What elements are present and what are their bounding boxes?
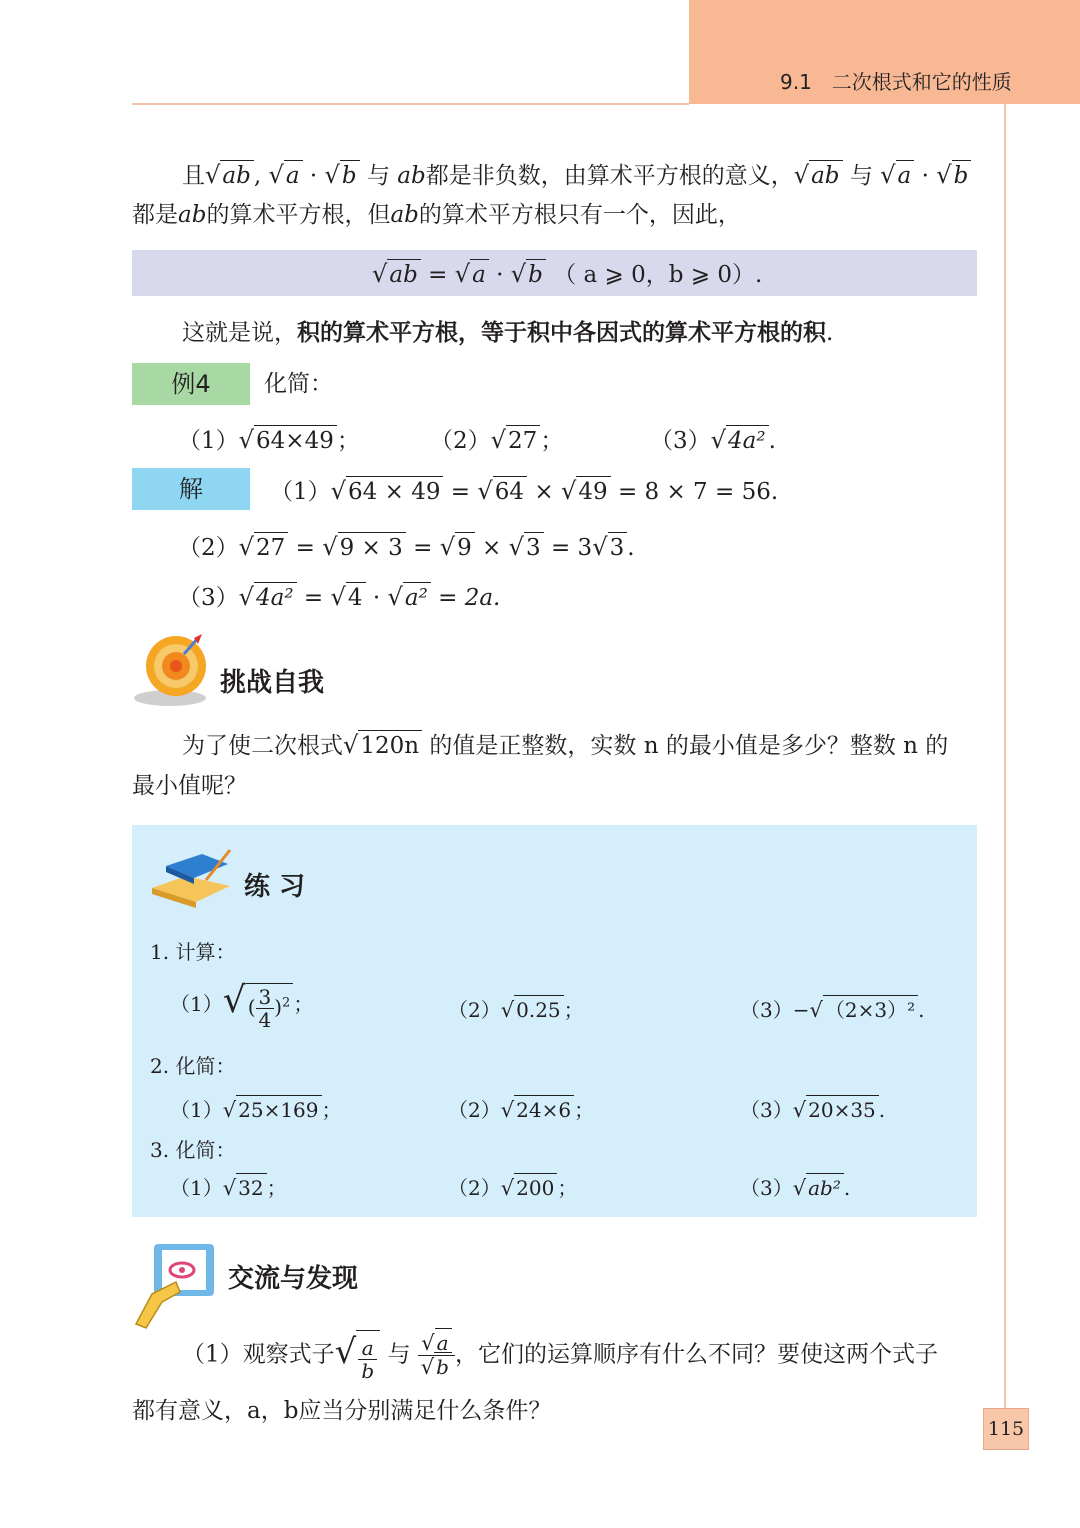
intro-line-2: 都是ab的算术平方根，但ab的算术平方根只有一个，因此， (132, 202, 741, 228)
sqrt-a: √a (268, 163, 302, 188)
sqrt-a-2: √a (880, 163, 914, 188)
intro-line-1: 且√ab , √a · √b 与 ab都是非负数，由算术平方根的意义，√ab 与 √a · √b (182, 163, 971, 188)
books-icon (146, 846, 236, 910)
practice-q3: 3. 化简： (150, 1138, 236, 1162)
discuss-line-1: （1）观察式子√ $\frac{a}{b}$ 与 $\frac{√ a}{√ b}$ ，它们的运算顺序有什么不同？要使这两个式子 (182, 1326, 938, 1378)
section-title: 9.1 二次根式和它的性质 (780, 70, 1012, 94)
example-tag: 例4 (132, 363, 250, 405)
discuss-line-2: 都有意义，a，b应当分别满足什么条件？ (132, 1398, 552, 1424)
challenge-line-2: 最小值呢？ (132, 773, 247, 799)
solution-tag: 解 (132, 468, 250, 510)
rule-statement: 这就是说，积的算术平方根，等于积中各因式的算术平方根的积. (182, 320, 834, 346)
side-rule (1004, 104, 1006, 1408)
solution-step-2: （2）√27 = √9 × 3 = √9 × √3 = 3√3 . (178, 533, 635, 561)
solution-step-1: （1）√64 × 49 = √64 × √49 = 8 × 7 = 56. (270, 477, 779, 505)
practice-q2-2: （2）√ 24×6 ； (448, 1094, 594, 1123)
practice-q2-1: （1）√ 25×169 ； (170, 1094, 342, 1123)
sqrt-b: √b (325, 163, 360, 188)
practice-q1: 1. 计算： (150, 940, 236, 964)
discuss-title: 交流与发现 (228, 1264, 359, 1294)
practice-q1-3: （3）−√ （2×3）² . (740, 994, 924, 1023)
practice-q3-1: （1）√ 32 ； (170, 1172, 287, 1201)
practice-q1-2: （2）√ 0.25 ； (448, 994, 584, 1023)
discussion-icon (132, 1240, 222, 1330)
sqrt-b-2: √b (936, 163, 971, 188)
solution-step-3: （3）√4a² = √4 · √a² = 2a. (178, 583, 501, 611)
target-icon (132, 630, 214, 710)
practice-q1-1: （1）√ ( $\frac{3}{4}$ )$^2$ ； (170, 980, 314, 1032)
challenge-line-1: 为了使二次根式√120n 的值是正整数，实数 n 的最小值是多少？整数 n 的 (182, 731, 949, 759)
example-part-3: （3）√4a² . (650, 426, 776, 454)
page-number: 115 (983, 1408, 1029, 1450)
practice-q3-2: （2）√ 200 ； (448, 1172, 577, 1201)
example-part-1: （1）√64×49 ； (178, 426, 360, 454)
example-part-2: （2）√27 ； (430, 426, 564, 454)
practice-title: 练 习 (244, 872, 306, 902)
practice-q2: 2. 化简： (150, 1054, 236, 1078)
example-title: 化简： (264, 371, 333, 397)
practice-q3-3: （3）√ ab² . (740, 1172, 850, 1201)
practice-q2-3: （3）√ 20×35 . (740, 1094, 885, 1123)
sqrt-ab-2: √ab (794, 163, 843, 188)
product-rule-formula: √ab = √a · √b （ a ⩾ 0，b ⩾ 0）. (372, 260, 763, 288)
sqrt-ab: √ab (205, 163, 254, 188)
header-rule (132, 103, 689, 105)
challenge-title: 挑战自我 (220, 668, 325, 698)
